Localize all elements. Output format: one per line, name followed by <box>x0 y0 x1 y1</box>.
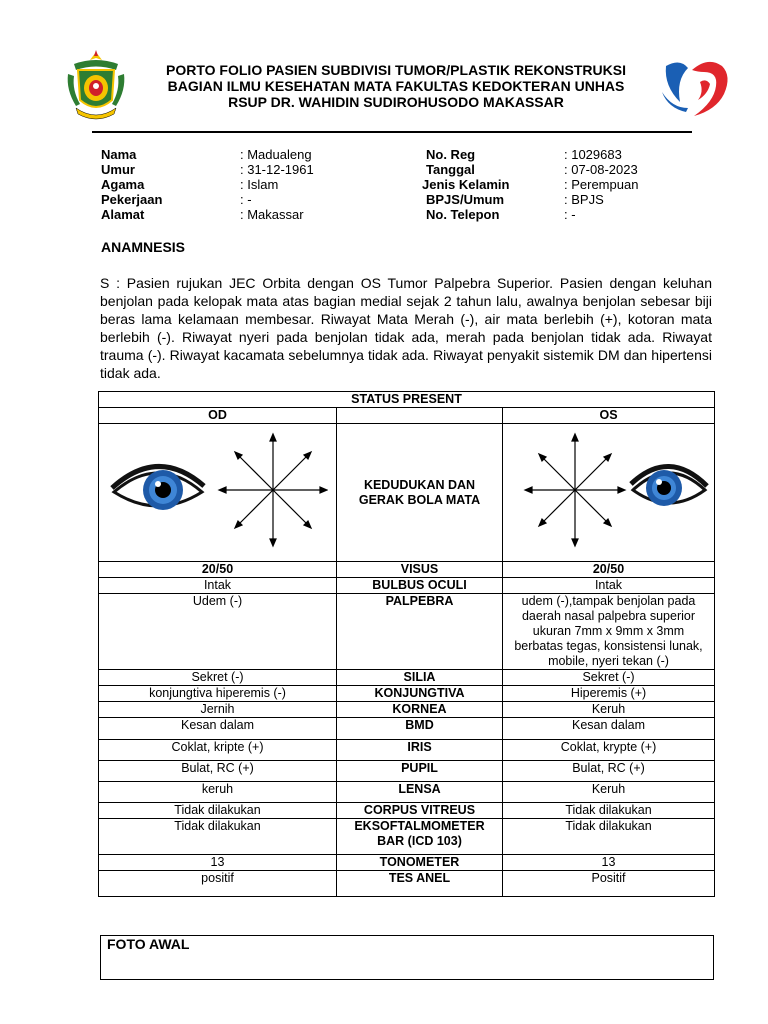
silia-label: SILIA <box>337 670 503 686</box>
tonometer-label: TONOMETER <box>337 855 503 871</box>
telepon-label: No. Telepon <box>426 207 500 222</box>
noreg-label: No. Reg <box>426 147 476 162</box>
kornea-os: Keruh <box>503 702 715 718</box>
visus-od: 20/50 <box>99 562 337 578</box>
konjungtiva-os: Hiperemis (+) <box>503 686 715 702</box>
bmd-od: Kesan dalam <box>99 718 337 740</box>
iris-od: Coklat, kripte (+) <box>99 740 337 761</box>
table-row <box>99 702 715 718</box>
lensa-label: LENSA <box>337 782 503 803</box>
umur-value: : 31-12-1961 <box>240 162 314 177</box>
eksoftalmometer-label: EKSOFTALMOMETER BAR (ICD 103) <box>337 819 503 855</box>
tes-anel-label: TES ANEL <box>337 871 503 897</box>
anamnesis-heading: ANAMNESIS <box>101 239 186 255</box>
eight-direction-arrows-icon <box>525 434 625 546</box>
status-present-title: STATUS PRESENT <box>99 392 715 408</box>
pupil-os: Bulat, RC (+) <box>503 761 715 782</box>
nama-label: Nama <box>101 147 137 162</box>
kedudukan-label: KEDUDUKAN DAN GERAK BOLA MATA <box>337 424 503 562</box>
table-row <box>99 594 715 670</box>
kornea-od: Jernih <box>99 702 337 718</box>
table-header-row <box>99 408 715 424</box>
table-row <box>99 740 715 761</box>
table-row <box>99 578 715 594</box>
jenis-kelamin-value: : Perempuan <box>564 177 639 192</box>
alamat-value: : Makassar <box>240 207 304 222</box>
header-divider <box>92 131 692 133</box>
status-present-table <box>98 391 715 897</box>
silia-od: Sekret (-) <box>99 670 337 686</box>
tonometer-os: 13 <box>503 855 715 871</box>
hospital-logo <box>658 52 734 124</box>
tes-anel-od: positif <box>99 871 337 897</box>
iris-os: Coklat, krypte (+) <box>503 740 715 761</box>
od-eye-cell <box>99 424 337 562</box>
vitreus-od: Tidak dilakukan <box>99 803 337 819</box>
jenis-kelamin-label: Jenis Kelamin <box>422 177 510 192</box>
table-row <box>99 670 715 686</box>
pekerjaan-value: : - <box>240 192 252 207</box>
umur-label: Umur <box>101 162 135 177</box>
vitreus-label: CORPUS VITREUS <box>337 803 503 819</box>
table-row <box>99 871 715 897</box>
header-line-1: PORTO FOLIO PASIEN SUBDIVISI TUMOR/PLASTIK REKONSTRUKSI <box>166 62 626 78</box>
bmd-label: BMD <box>337 718 503 740</box>
pupil-od: Bulat, RC (+) <box>99 761 337 782</box>
eye-illustration <box>631 466 707 506</box>
table-row <box>99 761 715 782</box>
palpebra-od: Udem (-) <box>99 594 337 670</box>
pekerjaan-label: Pekerjaan <box>101 192 163 207</box>
pupil-label: PUPIL <box>337 761 503 782</box>
bpjs-value: : BPJS <box>564 192 604 207</box>
iris-label: IRIS <box>337 740 503 761</box>
header-line-3: RSUP DR. WAHIDIN SUDIROHUSODO MAKASSAR <box>228 94 564 110</box>
eight-direction-arrows-icon <box>219 434 327 546</box>
middle-header-blank <box>337 408 503 424</box>
eye-illustration <box>112 466 204 510</box>
foto-awal-label: FOTO AWAL <box>107 936 190 952</box>
noreg-value: : 1029683 <box>564 147 622 162</box>
nama-value: : Madualeng <box>240 147 312 162</box>
eksoftalmometer-os: Tidak dilakukan <box>503 819 715 855</box>
table-row <box>99 686 715 702</box>
bpjs-label: BPJS/Umum <box>426 192 505 207</box>
table-row <box>99 562 715 578</box>
visus-label: VISUS <box>337 562 503 578</box>
vitreus-os: Tidak dilakukan <box>503 803 715 819</box>
telepon-value: : - <box>564 207 576 222</box>
bmd-os: Kesan dalam <box>503 718 715 740</box>
alamat-label: Alamat <box>101 207 145 222</box>
od-eye-diagram <box>108 426 328 556</box>
agama-label: Agama <box>101 177 145 192</box>
table-title-row <box>99 392 715 408</box>
eksoftalmometer-od: Tidak dilakukan <box>99 819 337 855</box>
bulbus-os: Intak <box>503 578 715 594</box>
kornea-label: KORNEA <box>337 702 503 718</box>
tes-anel-os: Positif <box>503 871 715 897</box>
table-row <box>99 803 715 819</box>
lensa-od: keruh <box>99 782 337 803</box>
bulbus-label: BULBUS OCULI <box>337 578 503 594</box>
lensa-os: Keruh <box>503 782 715 803</box>
os-header: OS <box>503 408 715 424</box>
os-eye-diagram <box>509 426 709 556</box>
tanggal-value: : 07-08-2023 <box>564 162 638 177</box>
bulbus-od: Intak <box>99 578 337 594</box>
table-row <box>99 782 715 803</box>
os-eye-cell <box>503 424 715 562</box>
tonometer-od: 13 <box>99 855 337 871</box>
od-header: OD <box>99 408 337 424</box>
tanggal-label: Tanggal <box>426 162 475 177</box>
konjungtiva-label: KONJUNGTIVA <box>337 686 503 702</box>
visus-os: 20/50 <box>503 562 715 578</box>
header-line-2: BAGIAN ILMU KESEHATAN MATA FAKULTAS KEDOKTERAN UNHAS <box>167 78 625 94</box>
eye-movement-row <box>99 424 715 562</box>
palpebra-label: PALPEBRA <box>337 594 503 670</box>
document-header <box>120 62 672 110</box>
table-row <box>99 855 715 871</box>
palpebra-os: udem (-),tampak benjolan pada daerah nasal palpebra superior ukuran 7mm x 9mm x 3mm berbatas tegas, konsistensi lunak, mobile, nyeri tekan (-) <box>503 594 715 670</box>
agama-value: : Islam <box>240 177 279 192</box>
table-row <box>99 718 715 740</box>
silia-os: Sekret (-) <box>503 670 715 686</box>
anamnesis-text: S : Pasien rujukan JEC Orbita dengan OS Tumor Palpebra Superior. Pasien dengan keluhan benjolan pada kelopak mata atas bagian medial sejak 2 tahun lalu, awalnya benjolan sebesar biji beras lama kelamaan membesar. Riwayat Mata Merah (-), air mata berlebih (+), kotoran mata berlebih (-). Riwayat nyeri pada benjolan tidak ada, merah pada benjolan tidak ada. Riwayat trauma (-). Riwayat kacamata sebelumnya tidak ada. Riwayat penyakit sistemik DM dan hipertensi tidak ada. <box>100 275 712 381</box>
konjungtiva-od: konjungtiva hiperemis (-) <box>99 686 337 702</box>
foto-awal-box <box>100 935 714 980</box>
table-row <box>99 819 715 855</box>
unhas-crest-logo <box>66 50 126 122</box>
